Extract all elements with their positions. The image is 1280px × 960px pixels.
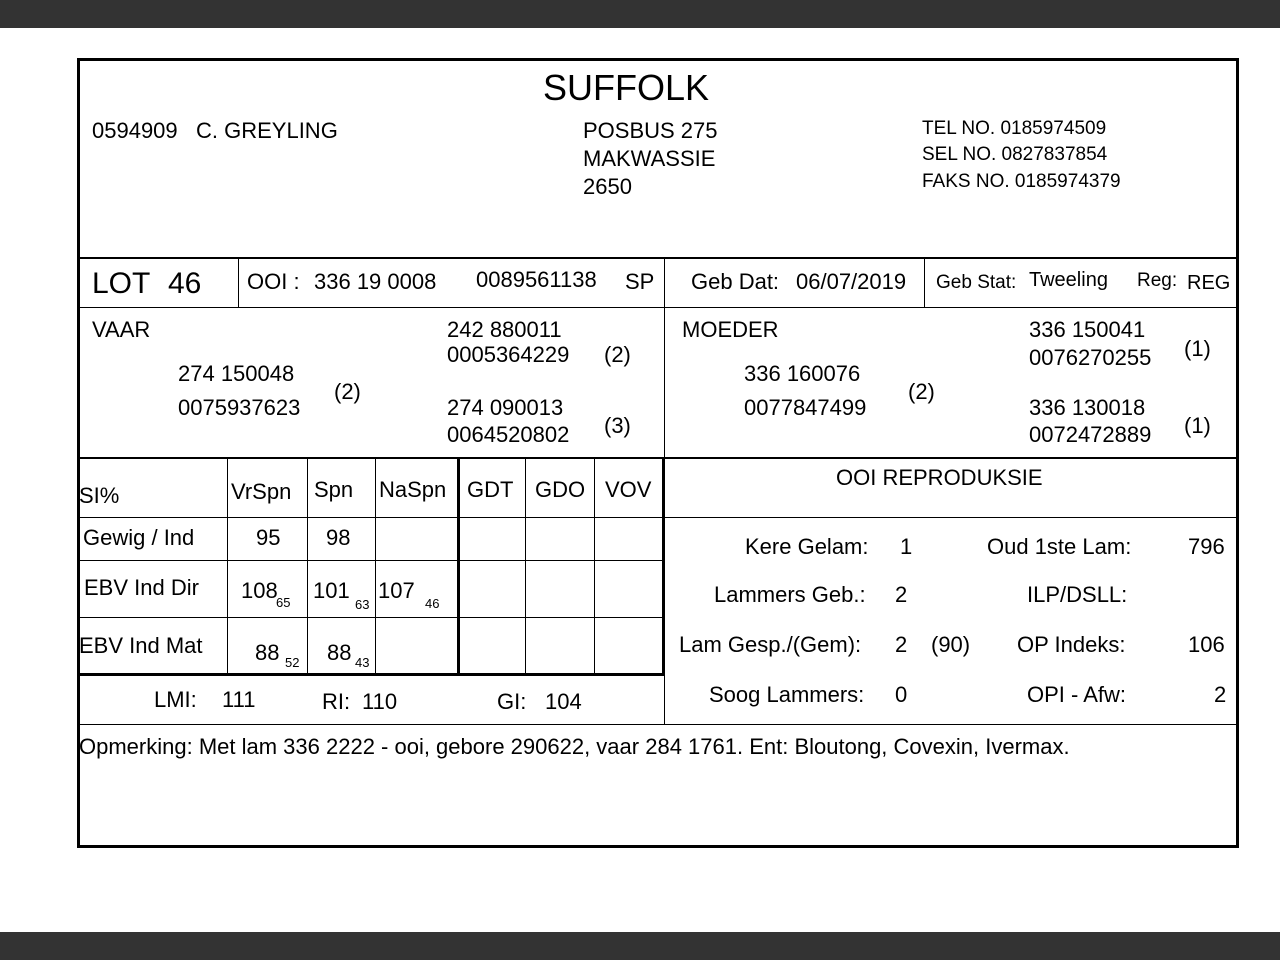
row-gewig-vrspn: 95 [256,525,281,550]
gesp-label: Lam Gesp./(Gem): [679,632,862,657]
kere-value: 1 [900,534,913,559]
reg-value: REG [1187,272,1231,294]
row-mat-spn: 88 [327,640,352,665]
birth-date: 06/07/2019 [796,269,907,294]
top-bar [0,0,1280,28]
divider-header [79,257,1238,259]
row-dir-vrspn-sub: 65 [276,595,291,610]
divider-pedigree [79,457,1238,459]
col-gdt: GDT [467,477,514,502]
ooi-label: OOI : [247,269,300,294]
table-row2-line [79,617,664,618]
opi-label: OPI - Afw: [1027,682,1127,707]
table-corner: SI% [79,483,120,508]
moeder-number: 0077847499 [744,395,867,420]
row-dir-naspn-sub: 46 [425,596,440,611]
lot-label: LOT [92,267,151,300]
vaar-label: VAAR [92,317,151,342]
vaar-sire-count: (2) [604,342,631,367]
row-dir-spn-sub: 63 [355,597,370,612]
row-gewig-spn: 98 [326,525,351,550]
row-mat-vrspn-sub: 52 [285,655,300,670]
faks-number: FAKS NO. 0185974379 [922,171,1121,192]
vaar-dam-id: 274 090013 [447,395,564,420]
table-row1-line [79,560,664,561]
birth-status: Tweeling [1029,269,1108,291]
lmi-value: 111 [222,687,256,712]
vaar-sire-number: 0005364229 [447,342,570,367]
lot-divider [238,258,239,308]
birth-status-label: Geb Stat: [936,272,1017,293]
ooi-suffix: SP [625,269,655,294]
row-gewig-label: Gewig / Ind [83,525,195,550]
moeder-sire-count: (1) [1184,336,1211,361]
birth-date-label: Geb Dat: [691,269,780,294]
vaar-sire-id: 242 880011 [447,317,562,342]
moeder-dam-number: 0072472889 [1029,422,1152,447]
col-spn: Spn [314,477,354,502]
ri-value: 110 [362,689,398,714]
remark-text: Opmerking: Met lam 336 2222 - ooi, gebore 290622, vaar 284 1761. Ent: Bloutong, Covexin, Ivermax. [79,734,1070,759]
owner-code: 0594909 [92,118,178,143]
ri-label: RI: [322,689,351,714]
op-value: 106 [1188,632,1225,657]
opi-value: 2 [1214,682,1227,707]
row-dir-vrspn: 108 [241,578,278,603]
lammers-value: 2 [895,582,908,607]
vaar-dam-number: 0064520802 [447,422,570,447]
moeder-count: (2) [908,379,935,404]
table-col5-line [525,458,526,674]
moeder-dam-id: 336 130018 [1029,395,1146,420]
table-col2-line [307,458,308,674]
status-divider [924,258,925,308]
oud-value: 796 [1188,534,1225,559]
address-line1: POSBUS 275 [583,118,718,143]
table-col4-line [457,458,460,674]
moeder-sire-id: 336 150041 [1029,317,1146,342]
table-col6-line [594,458,595,674]
col-naspn: NaSpn [379,477,447,502]
sel-number: SEL NO. 0827837854 [922,144,1108,165]
reg-label: Reg: [1137,270,1178,291]
col-vov: VOV [605,477,652,502]
row-mat-vrspn: 88 [255,640,280,665]
vaar-number: 0075937623 [178,395,301,420]
soog-value: 0 [895,682,908,707]
gi-value: 104 [545,689,582,714]
row-mat-label: EBV Ind Mat [79,633,203,658]
gesp-value: 2 [895,632,908,657]
col-gdo: GDO [535,477,586,502]
ilp-label: ILP/DSLL: [1027,582,1128,607]
bottom-bar [0,932,1280,960]
table-bottom-line [79,673,664,676]
tel-number: TEL NO. 0185974509 [922,118,1107,139]
ooi-id: 336 19 0008 [314,269,437,294]
address-line2: MAKWASSIE [583,146,716,171]
moeder-label: MOEDER [682,317,779,342]
oud-label: Oud 1ste Lam: [987,534,1132,559]
row-dir-spn: 101 [313,578,350,603]
gesp-average: (90) [931,632,971,657]
owner-name: C. GREYLING [196,118,338,143]
vaar-count: (2) [334,379,361,404]
moeder-dam-count: (1) [1184,413,1211,438]
lammers-label: Lammers Geb.: [714,582,866,607]
row-dir-naspn: 107 [378,578,415,603]
divider-repro-title [664,517,1238,518]
repro-title: OOI REPRODUKSIE [836,465,1043,490]
vaar-id: 274 150048 [178,361,295,386]
row-dir-label: EBV Ind Dir [84,575,199,600]
divider-remark [79,724,1238,725]
row-mat-spn-sub: 43 [355,655,370,670]
lot-number: 46 [168,267,202,300]
kere-label: Kere Gelam: [745,534,869,559]
breed-title: SUFFOLK [543,67,710,108]
soog-label: Soog Lammers: [709,682,865,707]
op-label: OP Indeks: [1017,632,1126,657]
vaar-dam-count: (3) [604,413,631,438]
moeder-sire-number: 0076270255 [1029,345,1152,370]
ooi-number: 0089561138 [476,267,597,292]
address-line3: 2650 [583,174,632,199]
col-vrspn: VrSpn [231,479,292,504]
table-header-line [79,517,664,518]
gi-label: GI: [497,689,527,714]
table-col1-line [227,458,228,674]
table-right-line [662,458,665,674]
divider-lot [79,307,1238,308]
table-col3-line [375,458,376,674]
lmi-label: LMI: [154,687,197,712]
moeder-id: 336 160076 [744,361,861,386]
